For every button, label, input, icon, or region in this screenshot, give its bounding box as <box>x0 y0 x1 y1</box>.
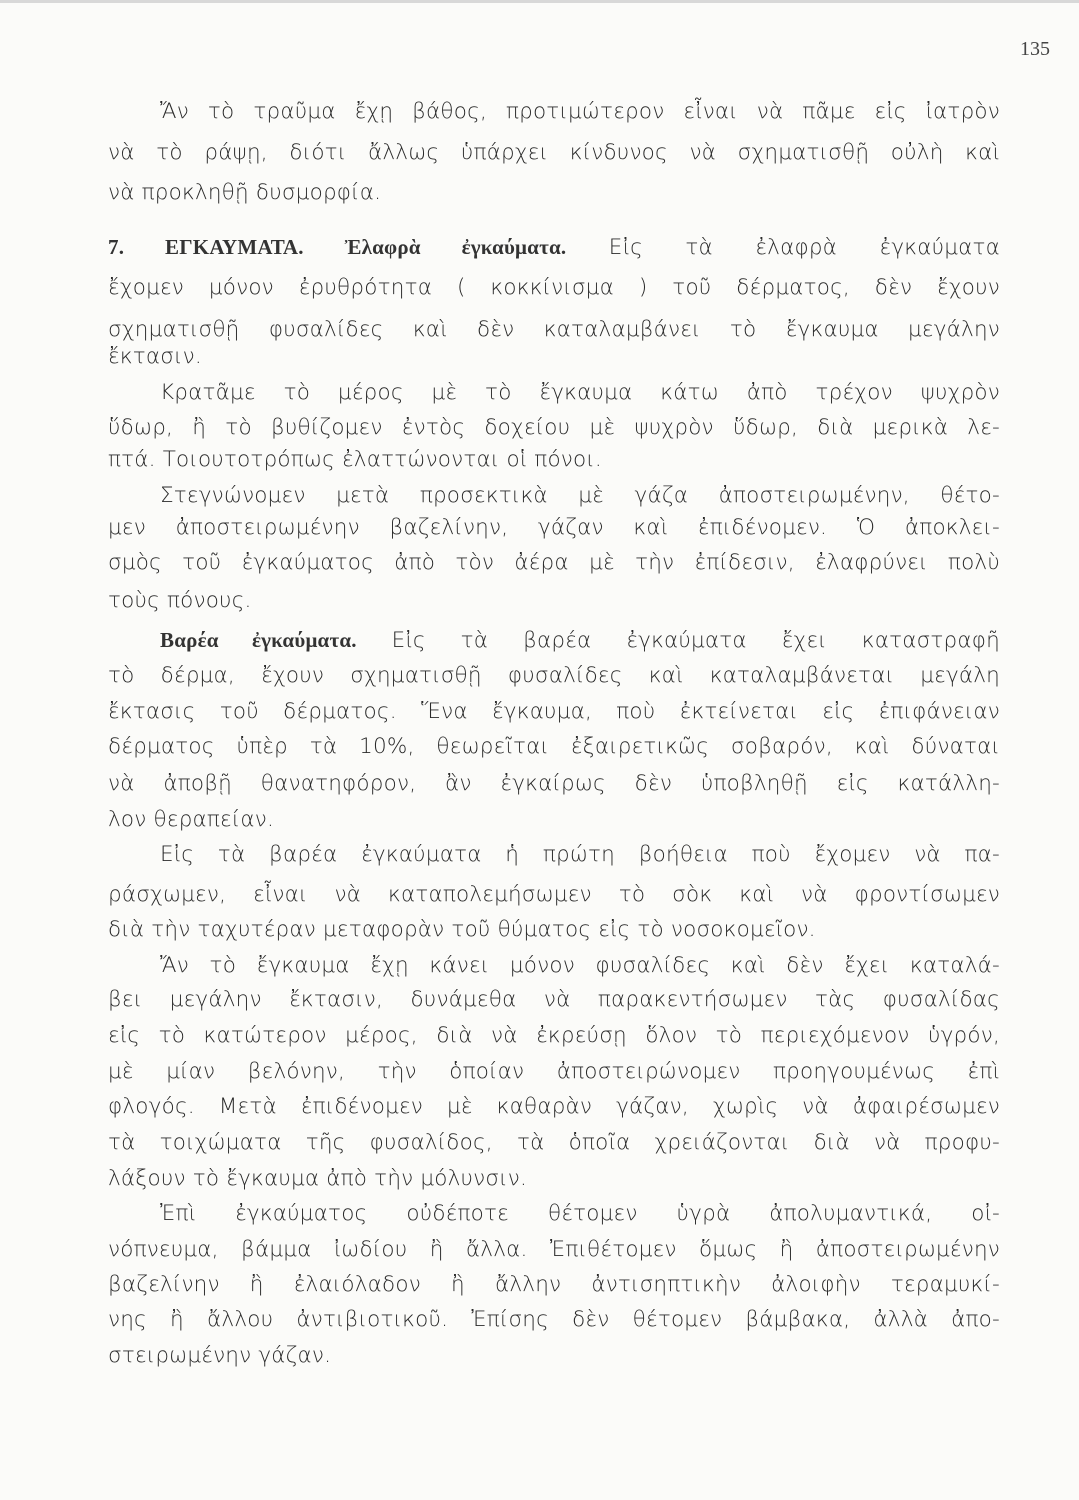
text-line <box>108 274 1000 302</box>
text-line <box>108 1022 1000 1050</box>
text-line <box>160 1200 1000 1228</box>
text-line <box>108 770 1000 798</box>
line-text: ἔκτασις τοῦ δέρματος. Ἕνα ἔγκαυμα, ποὺ ἐκτείνεται εἰς ἐπιφάνειαν <box>108 699 1000 724</box>
line-text: ράσχωμεν, εἶναι νὰ καταπολεμήσωμεν τὸ σὸκ καὶ νὰ φροντίσωμεν <box>108 882 1000 907</box>
line-text: τὰ τοιχώματα τῆς φυσαλίδος, τὰ ὁποῖα χρειάζονται διὰ νὰ προφυ- <box>108 1130 1000 1155</box>
text-line <box>108 1342 1000 1370</box>
text-line <box>160 952 1000 980</box>
line-text: φλογός. Μετὰ ἐπιδένομεν μὲ καθαρὰν γάζαν, χωρὶς νὰ ἀφαιρέσωμεν <box>108 1094 1000 1119</box>
line-text: πτά. Τοιουτοτρόπως ἐλαττώνονται οἱ πόνοι. <box>108 447 602 472</box>
line-text: νόπνευμα, βάμμα ἰωδίου ἢ ἄλλα. Ἐπιθέτομεν ὅμως ἢ ἀποστειρωμένην <box>108 1237 1000 1262</box>
line-text: νὰ τὸ ράψῃ, διότι ἄλλως ὑπάρχει κίνδυνος νὰ σχηματισθῇ οὐλὴ καὶ <box>108 140 1000 165</box>
line-text: σχηματισθῇ φυσαλίδες καὶ δὲν καταλαμβάνει τὸ ἔγκαυμα μεγάλην <box>108 317 1000 342</box>
line-text: σμὸς τοῦ ἐγκαύματος ἀπὸ τὸν ἀέρα μὲ τὴν ἐπίδεσιν, ἐλαφρύνει πολὺ <box>108 550 1000 575</box>
line-text: βαζελίνην ἢ ἐλαιόλαδον ἢ ἄλλην ἀντισηπτικὴν ἀλοιφὴν τεραμυκί- <box>108 1272 1000 1297</box>
text-line <box>108 587 1000 615</box>
line-text: τὸ δέρμα, ἔχουν σχηματισθῇ φυσαλίδες καὶ καταλαμβάνεται μεγάλη <box>108 663 1000 688</box>
text-line <box>108 514 1000 542</box>
text-line <box>108 662 1000 690</box>
text-line <box>108 733 1000 761</box>
text-line <box>108 1093 1000 1121</box>
bold-heading: Βαρέα ἐγκαύματα. <box>160 628 357 652</box>
page-number: 135 <box>1020 38 1050 60</box>
line-text: Στεγνώνομεν μετὰ προσεκτικὰ μὲ γάζα ἀποστειρωμένην, θέτο- <box>160 483 1000 508</box>
text-line <box>108 1306 1000 1334</box>
line-text: Εἰς τὰ βαρέα ἐγκαύματα ἡ πρώτη βοήθεια ποὺ ἔχομεν νὰ πα- <box>160 842 1000 867</box>
line-text: Κρατᾶμε τὸ μέρος μὲ τὸ ἔγκαυμα κάτω ἀπὸ τρέχον ψυχρὸν <box>160 380 1000 405</box>
line-text: στειρωμένην γάζαν. <box>108 1343 332 1368</box>
line-text: Εἰς τὰ βαρέα ἐγκαύματα ἔχει καταστραφῆ <box>356 628 1000 653</box>
line-text: ὕδωρ, ἢ τὸ βυθίζομεν ἐντὸς δοχείου μὲ ψυχρὸν ὕδωρ, διὰ μερικὰ λε- <box>108 415 1000 440</box>
text-line <box>160 841 1000 869</box>
text-line <box>108 343 1000 371</box>
line-text: μεν ἀποστειρωμένην βαζελίνην, γάζαν καὶ ἐπιδένομεν. Ὁ ἀποκλει- <box>108 515 1000 540</box>
text-line <box>108 414 1000 442</box>
line-text: νης ἢ ἄλλου ἀντιβιοτικοῦ. Ἐπίσης δὲν θέτομεν βάμβακα, ἀλλὰ ἀπο- <box>108 1307 1000 1332</box>
text-line <box>108 446 1000 474</box>
line-text: νὰ ἀποβῇ θανατηφόρον, ἂν ἐγκαίρως δὲν ὑποβληθῇ εἰς κατάλλη- <box>108 771 1000 796</box>
line-text: ἔκτασιν. <box>108 344 202 369</box>
line-text: Ἐπὶ ἐγκαύματος οὐδέποτε θέτομεν ὑγρὰ ἀπολυμαντικά, οἰ- <box>160 1201 1000 1226</box>
line-text: Ἄν τὸ τραῦμα ἔχῃ βάθος, προτιμώτερον εἶναι νὰ πᾶμε εἰς ἰατρὸν <box>160 99 1000 124</box>
line-text: λάξουν τὸ ἔγκαυμα ἀπὸ τὴν μόλυνσιν. <box>108 1166 527 1191</box>
text-line <box>108 139 1000 167</box>
text-line <box>108 179 1000 207</box>
text-line <box>108 806 1000 834</box>
text-line <box>108 916 1000 944</box>
line-text: Εἰς τὰ ἐλαφρὰ ἐγκαύματα <box>566 235 1001 260</box>
line-text: μὲ μίαν βελόνην, τὴν ὁποίαν ἀποστειρώνομεν προηγουμένως ἐπὶ <box>108 1059 1000 1084</box>
text-line <box>108 986 1000 1014</box>
text-line <box>108 1236 1000 1264</box>
text-line <box>108 549 1000 577</box>
text-line <box>108 698 1000 726</box>
text-line <box>160 379 1000 407</box>
line-text: λον θεραπείαν. <box>108 807 275 832</box>
text-line <box>108 1129 1000 1157</box>
bold-heading: 7. ΕΓΚΑΥΜΑΤΑ. Ἐλαφρὰ ἐγκαύματα. <box>108 235 567 259</box>
line-text: Ἄν τὸ ἔγκαυμα ἔχῃ κάνει μόνον φυσαλίδες καὶ δὲν ἔχει καταλά- <box>160 953 1000 978</box>
line-text: εἰς τὸ κατώτερον μέρος, διὰ νὰ ἐκρεύσῃ ὅλον τὸ περιεχόμενον ὑγρόν, <box>108 1023 1000 1048</box>
text-line <box>108 316 1000 344</box>
text-line <box>108 233 1000 262</box>
line-text: ἔχομεν μόνον ἐρυθρότητα ( κοκκίνισμα ) τοῦ δέρματος, δὲν ἔχουν <box>108 275 1000 300</box>
text-line <box>108 1058 1000 1086</box>
text-line <box>108 881 1000 909</box>
line-text: διὰ τὴν ταχυτέραν μεταφορὰν τοῦ θύματος εἰς τὸ νοσοκομεῖον. <box>108 917 816 942</box>
line-text: βει μεγάλην ἔκτασιν, δυνάμεθα νὰ παρακεντήσωμεν τὰς φυσαλίδας <box>108 987 1000 1012</box>
scan-edge <box>0 0 1079 3</box>
line-text: τοὺς πόνους. <box>108 588 252 613</box>
line-text: δέρματος ὑπὲρ τὰ 10%, θεωρεῖται ἐξαιρετικῶς σοβαρόν, καὶ δύναται <box>108 734 1000 759</box>
text-line <box>160 626 1000 655</box>
text-line <box>108 1271 1000 1299</box>
text-line <box>160 98 1000 126</box>
text-line <box>160 482 1000 510</box>
text-line <box>108 1165 1000 1193</box>
line-text: νὰ προκληθῇ δυσμορφία. <box>108 180 382 205</box>
